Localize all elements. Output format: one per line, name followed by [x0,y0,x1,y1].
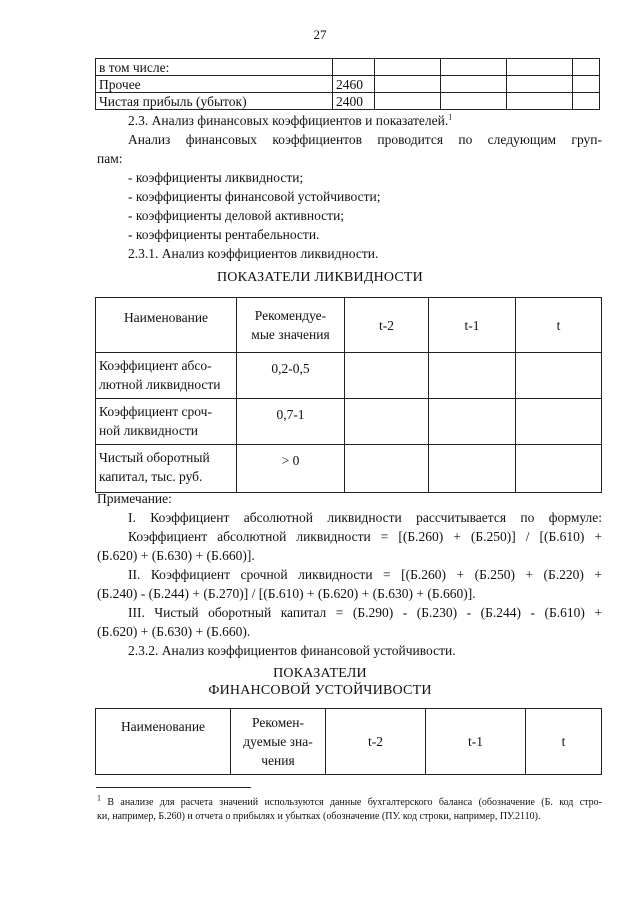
row-code [333,59,375,76]
section-heading-2-3-1: 2.3.1. Анализ коэффициентов ликвидности. [128,246,379,261]
header-recommended: Рекомендуе- мые значения [237,298,345,353]
group-item: - коэффициенты финансовой устойчивости; [128,189,381,204]
header-t-1: t-1 [426,709,526,775]
header-name: Наименование [96,709,231,775]
header-t: t [516,298,602,353]
row-label: Чистая прибыль (убыток) [96,93,333,110]
header-recommended: Рекомен- дуемые зна- чения [231,709,326,775]
group-item: - коэффициенты рентабельности. [128,227,320,242]
footnote-divider [96,787,251,788]
liquidity-table-title: ПОКАЗАТЕЛИ ЛИКВИДНОСТИ [217,270,423,285]
table-row [96,59,600,76]
formula2-line2: (Б.240) - (Б.244) + (Б.270)] / [(Б.610) + (Б.620) + (Б.630) + (Б.660)]. [97,586,476,601]
formula1-line1: Коэффициент абсолютной ликвидности = [(Б.260) + (Б.250)] / [(Б.610) + [128,529,602,544]
row-code: 2460 [333,76,375,93]
header-name: Наименование [96,298,237,353]
intro-paragraph-line2: пам: [97,151,123,166]
header-t-2: t-2 [326,709,426,775]
footnote-marker: 1 [97,793,101,803]
footnote-line1: $^1$ В анализе для расчета значений используются данные бухгалтерского баланса (обозначение (Б. код стро- [97,793,602,808]
stability-table-title-line2: ФИНАНСОВОЙ УСТОЙЧИВОСТИ [208,683,432,698]
row-label: в том числе: [96,59,333,76]
table-row [96,76,600,93]
stability-table-title-line1: ПОКАЗАТЕЛИ [273,666,367,681]
formula2-line1: II. Коэффициент срочной ликвидности = [(Б.260) + (Б.250) + (Б.220) + [128,567,602,582]
formula3-line2: (Б.620) + (Б.630) + (Б.660). [97,624,251,639]
group-item: - коэффициенты деловой активности; [128,208,345,223]
note-label: Примечание: [97,491,172,506]
table-header-row [96,709,602,775]
indicator-name: Коэффициент абсо- лютной ликвидности [96,353,237,399]
table-row [96,353,602,399]
indicator-name: Коэффициент сроч- ной ликвидности [96,399,237,445]
table-header-row [96,298,602,353]
header-t-1: t-1 [429,298,516,353]
formula1-line2: (Б.620) + (Б.630) + (Б.660)]. [97,548,255,563]
section-heading-2-3: 2.3. Анализ финансовых коэффициентов и показателей.$^1$ [128,112,453,128]
formula3-line1: III. Чистый оборотный капитал = (Б.290) - (Б.230) - (Б.244) - (Б.610) + [128,605,602,620]
recommended-value: 0,2-0,5 [237,353,345,399]
stability-table [95,708,602,775]
note-I: I. Коэффициент абсолютной ликвидности рассчитывается по формуле: [128,510,602,525]
section-heading-2-3-2: 2.3.2. Анализ коэффициентов финансовой устойчивости. [128,643,456,658]
table-row [96,445,602,493]
footnote-line2: ки, например, Б.260) и отчета о прибылях и убытках (обозначение (ПУ. код строки, например, ПУ.2110). [97,811,541,822]
table-row [96,93,600,110]
row-code: 2400 [333,93,375,110]
recommended-value: 0,7-1 [237,399,345,445]
header-t-2: t-2 [345,298,429,353]
page-number: 27 [313,27,327,42]
group-item: - коэффициенты ликвидности; [128,170,304,185]
row-label: Прочее [96,76,333,93]
liquidity-table [95,297,602,493]
intro-paragraph-line1: Анализ финансовых коэффициентов проводится по следующим груп- [128,132,602,147]
indicator-name: Чистый оборотный капитал, тыс. руб. [96,445,237,493]
income-statement-table [95,58,600,110]
footnote-ref: 1 [448,112,453,122]
header-t: t [526,709,602,775]
recommended-value: > 0 [237,445,345,493]
table-row [96,399,602,445]
